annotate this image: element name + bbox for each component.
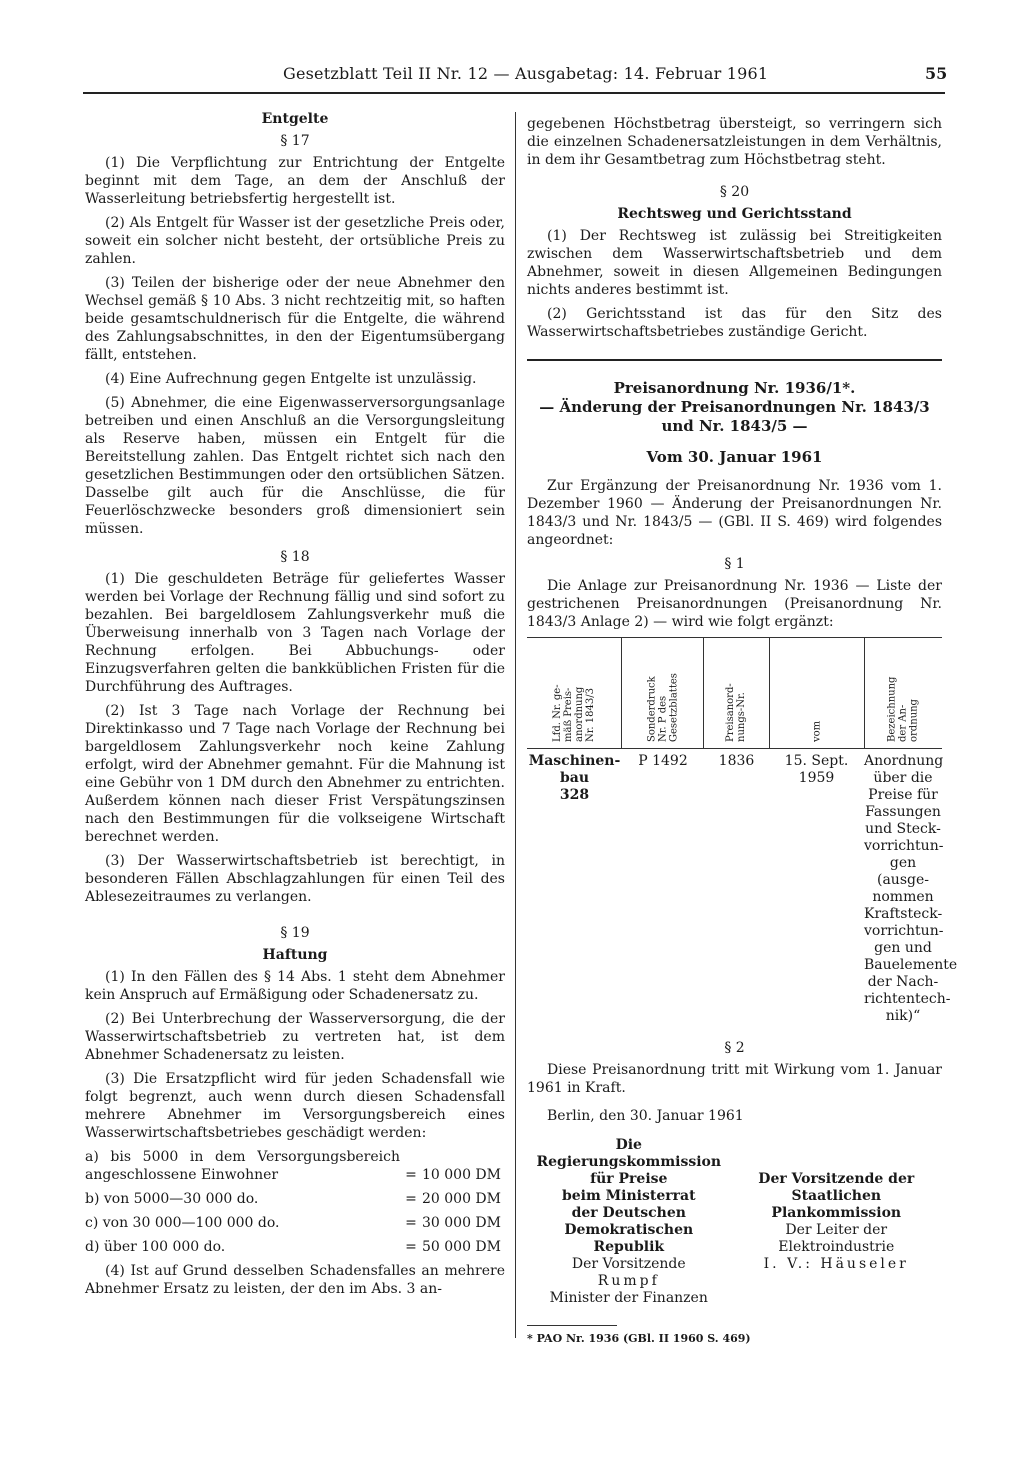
liability-limit-row (85, 1190, 505, 1208)
cell-preisanordnungs-nr: 1836 (718, 753, 755, 769)
sig-left-role: Minister der Finanzen (549, 1290, 708, 1306)
table-header-cell (622, 638, 704, 748)
section-separator-rule (527, 359, 942, 361)
page-number: 55 (925, 64, 948, 83)
section-20-paragraph-1: (1) Der Rechtsweg ist zulässig bei Streitigkeiten zwischen dem Wasserwirtschaftsbetrieb und dem Abnehmer, soweit in diesen Allgemeinen Bedingungen nichts anderes bestimmt ist. (527, 228, 942, 298)
section-19-paragraph-3: (3) Die Ersatzpflicht wird für jeden Schadensfall wie folgt begrenzt, auch wenn durch diesen Schadensfall mehrere Abnehmer im Versorgungsbereich eines Wasserwirtschaftsbetriebes geschädigt werden: (85, 1071, 505, 1141)
header-bezeichnung: Bezeichnung der An- ordnung (886, 676, 920, 742)
sig-left-name: Rumpf (597, 1273, 660, 1289)
sig-right-name: I. V.: Häuseler (763, 1256, 909, 1272)
signature-block (527, 1137, 942, 1307)
section-20-paragraph-2: (2) Gerichtsstand ist das für den Sitz des Wasserwirtschaftsbetriebes zuständige Gericht. (527, 306, 942, 340)
sig-left-line-4: der Deutschen (571, 1205, 686, 1221)
section-19-paragraph-2: (2) Bei Unterbrechung der Wasserversorgung, die der Wasserwirtschaftsbetrieb zu vertreten hat, ist dem Abnehmer Schadenersatz zu leisten. (85, 1011, 505, 1063)
liability-limit-label: d) über 100 000 do. (85, 1239, 226, 1255)
table-header-row (527, 638, 942, 749)
left-column (85, 110, 505, 1304)
liability-limit-row (85, 1214, 505, 1232)
signature-right (731, 1171, 942, 1307)
repealed-orders-table (527, 637, 958, 1025)
right-column (527, 115, 958, 1348)
sig-left-line-3: beim Ministerrat (561, 1188, 696, 1204)
entgelte-heading: Entgelte (261, 111, 329, 127)
ordinance-title-line-2: — Änderung der Preisanordnungen Nr. 1843/3 (539, 398, 930, 416)
cell-vom: 15. Sept. 1959 (784, 753, 849, 786)
header-vom: vom (811, 720, 823, 742)
ordinance-section-2-heading: § 2 (724, 1040, 745, 1056)
sig-right-line-3: Der Leiter der (785, 1222, 888, 1238)
header-preisanordnungs-nr: Preisanord- nungs-Nr. (725, 683, 748, 742)
section-17-paragraph-4: (4) Eine Aufrechnung gegen Entgelte ist unzulässig. (105, 371, 477, 387)
section-19-paragraph-1: (1) In den Fällen des § 14 Abs. 1 steht dem Abnehmer kein Anspruch auf Ermäßigung oder Schadenersatz zu. (85, 969, 505, 1003)
section-19-heading: § 19 (280, 925, 310, 941)
section-18-paragraph-3: (3) Der Wasserwirtschaftsbetrieb ist berechtigt, in besonderen Fällen Abschlagzahlungen für einen Teil des Ablesezeitraumes zu verlangen. (85, 853, 505, 905)
cell-sonderdruck: P 1492 (638, 753, 688, 769)
cell-bezeichnung: Anordnung über die Preise für Fassungen und Steck- vorrichtun- gen (ausge- nommen Kraftsteck- vorrichtun- gen und Bauelemente der Nach- richtentech- nik)“ (864, 753, 958, 1024)
ordinance-section-1-heading: § 1 (724, 556, 745, 572)
table-header-cell (865, 638, 942, 748)
table-header-cell (770, 638, 865, 748)
column-divider (515, 112, 516, 1338)
sig-right-line-1: Der Vorsitzende der (758, 1171, 915, 1187)
header-lfd-nr: Lfd. Nr. ge- mäß Preis- anordnung Nr. 1843/3 (552, 684, 597, 742)
liability-limit-amount: 30 000 DM (422, 1215, 501, 1231)
haftung-heading: Haftung (262, 947, 328, 963)
cell-lfd-nr: Maschinen- bau 328 (528, 753, 621, 803)
sig-right-line-4: Elektroindustrie (778, 1239, 895, 1255)
equals-sign: = (405, 1167, 417, 1183)
header-sonderdruck: Sonderdruck Nr. P des Gesetzblattes (646, 673, 680, 742)
liability-limit-label: a) bis 5000 in dem Versorgungsbereich angeschlossene Einwohner (85, 1149, 400, 1183)
ordinance-title-line-1: Preisanordnung Nr. 1936/1*. (613, 379, 856, 397)
sig-right-line-2: Staatlichen Plankommission (771, 1188, 902, 1221)
signature-left (527, 1137, 731, 1307)
section-19-paragraph-4: (4) Ist auf Grund desselben Schadensfalles an mehrere Abnehmer Ersatz zu leisten, der den im Abs. 3 an- (85, 1263, 505, 1297)
sig-left-line-1: Die Regierungskommission (536, 1137, 722, 1170)
section-17-paragraph-5: (5) Abnehmer, die eine Eigenwasserversorgungsanlage betreiben und einen Anschluß an die Versorgungsleitung als Reserve haben, müssen ein Entgelt für die Bereitstellung zahlen. Das Entgelt richtet sich nach den gesetzlichen Bestimmungen oder den ortsüblichen Sätzen. Dasselbe gilt auch für die Anschlüsse, die für Feuerlöschzwecke besonders groß dimensioniert sein müssen. (85, 395, 505, 537)
liability-limit-amount: 20 000 DM (422, 1191, 501, 1207)
rechtsweg-heading: Rechtsweg und Gerichtsstand (617, 206, 852, 222)
section-18-paragraph-2: (2) Ist 3 Tage nach Vorlage der Rechnung bei Direktinkasso und 7 Tage nach Vorlage der Rechnung bei bargeldlosem Zahlungsverkehr noch keine Zahlung erfolgt, wird der Abnehmer gemahnt. Für die Mahnung ist eine Gebühr von 1 DM durch den Abnehmer zu entrichten. Außerdem können nach dieser Frist Verspätungszinsen nach den Bestimmungen für die volkseigene Wirtschaft berechnet werden. (85, 703, 505, 845)
section-19-continuation: gegebenen Höchstbetrag übersteigt, so verringern sich die einzelnen Schadenersatzleistungen in dem Verhältnis, in dem ihr Gesamtbetrag zum Höchstbetrag steht. (527, 116, 942, 168)
footnote-rule (527, 1325, 617, 1326)
liability-limit-list (85, 1148, 505, 1256)
liability-limit-row (85, 1148, 505, 1184)
section-18-heading: § 18 (280, 549, 310, 565)
table-header-cell (704, 638, 769, 748)
equals-sign: = (405, 1191, 417, 1207)
liability-limit-amount: 50 000 DM (422, 1239, 501, 1255)
sig-left-line-6: Der Vorsitzende (571, 1256, 686, 1272)
footnote: * PAO Nr. 1936 (GBl. II 1960 S. 469) (527, 1332, 751, 1345)
liability-limit-row (85, 1238, 505, 1256)
equals-sign: = (405, 1215, 417, 1231)
place-and-date: Berlin, den 30. Januar 1961 (547, 1108, 744, 1124)
table-header-cell (527, 638, 622, 748)
ordinance-intro: Zur Ergänzung der Preisanordnung Nr. 1936 vom 1. Dezember 1960 — Änderung der Preisanordnungen Nr. 1843/3 und Nr. 1843/5 — (GBl. II S. 469) wird folgendes angeordnet: (527, 478, 942, 548)
sig-left-line-2: für Preise (590, 1171, 668, 1187)
ordinance-date: Vom 30. Januar 1961 (646, 448, 823, 466)
sig-left-line-5: Demokratischen Republik (564, 1222, 694, 1255)
header-rule (83, 92, 945, 94)
ordinance-title-line-3: und Nr. 1843/5 — (661, 417, 808, 435)
ordinance-section-2-text: Diese Preisanordnung tritt mit Wirkung vom 1. Januar 1961 in Kraft. (527, 1062, 942, 1096)
section-17-heading: § 17 (280, 133, 310, 149)
section-17-paragraph-2: (2) Als Entgelt für Wasser ist der gesetzliche Preis oder, soweit ein solcher nicht besteht, der ortsübliche Preis zu zahlen. (85, 215, 505, 267)
liability-limit-label: b) von 5000—30 000 do. (85, 1191, 259, 1207)
gazette-header-title: Gesetzblatt Teil II Nr. 12 — Ausgabetag: 14. Februar 1961 (283, 64, 769, 83)
liability-limit-amount: 10 000 DM (422, 1167, 501, 1183)
equals-sign: = (405, 1239, 417, 1255)
section-17-paragraph-1: (1) Die Verpflichtung zur Entrichtung der Entgelte beginnt mit dem Tage, an dem der Anschluß der Wasserleitung betriebsfertig hergestellt ist. (85, 155, 505, 207)
liability-limit-label: c) von 30 000—100 000 do. (85, 1215, 280, 1231)
section-18-paragraph-1: (1) Die geschuldeten Beträge für geliefertes Wasser werden bei Vorlage der Rechnung fällig und sind sofort zu bezahlen. Bei bargeldlosem Zahlungsverkehr muß die Überweisung innerhalb von 3 Tagen nach Vorlage der Rechnung erfolgen. Bei Abbuchungs- oder Einzugsverfahren gelten die bankküblichen Fristen für die Durchführung des Auftrages. (85, 571, 505, 695)
table-row (527, 749, 958, 1025)
ordinance-section-1-text: Die Anlage zur Preisanordnung Nr. 1936 — Liste der gestrichenen Preisanordnungen (Preisanordnung Nr. 1843/3 Anlage 2) — wird wie folgt ergänzt: (527, 578, 942, 630)
section-17-paragraph-3: (3) Teilen der bisherige oder der neue Abnehmer den Wechsel gemäß § 10 Abs. 3 nicht rechtzeitig mit, so haften beide gesamtschuldnerisch für die Entgelte, die während des Zahlungsabschnittes, in den der Eigentumsübergang fällt, entstehen. (85, 275, 505, 363)
section-20-heading: § 20 (719, 184, 750, 200)
